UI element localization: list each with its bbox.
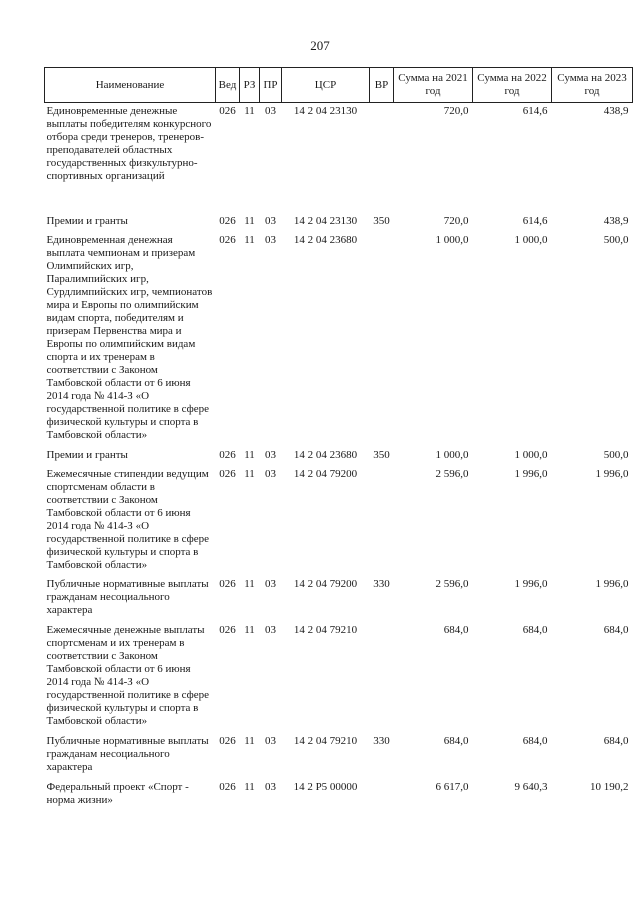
row-name: Ежемесячные денежные выплаты спортсменам и их тренерам в соответствии с Законом Тамбовской области от 6 июня 2014 года № 414-З «О государственной политике в сфере физической культуры и спорта в Тамбовской области» xyxy=(46,624,210,727)
header-sum-2022: Сумма на 2022 год xyxy=(473,68,552,103)
table-row xyxy=(45,779,633,813)
table-row xyxy=(45,466,633,576)
row-name: Публичные нормативные выплаты гражданам несоциального характера xyxy=(46,735,209,773)
row-vr: 350 xyxy=(373,449,390,461)
row-sum-2022: 1 996,0 xyxy=(514,578,548,590)
row-pr: 03 xyxy=(265,449,276,461)
row-vr xyxy=(370,232,394,447)
table-row xyxy=(45,733,633,779)
budget-table xyxy=(44,67,633,813)
page-number: 207 xyxy=(310,38,330,53)
row-sum-2023: 438,9 xyxy=(603,105,629,117)
row-ved: 026 xyxy=(219,468,236,480)
row-ved: 026 xyxy=(219,624,236,636)
row-name: Единовременная денежная выплата чемпионам и призерам Олимпийских игр, Паралимпийских игр, Сурдлимпийских игр, чемпионатов мира и Европы по олимпийским видам спорта, победителям и призерам Первенства мира и Европы по олимпийским видам спорта и их тренерам в соответствии с Законом Тамбовской области от 6 июня 2014 года № 414-З «О государственной политике в сфере физической культуры и спорта в Тамбовской области» xyxy=(46,234,213,441)
row-sum-2023: 500,0 xyxy=(603,449,629,461)
header-ved: Вед xyxy=(216,68,240,103)
row-sum-2021: 1 000,0 xyxy=(435,449,469,461)
row-sum-2022: 684,0 xyxy=(522,624,548,636)
row-sum-2023: 500,0 xyxy=(603,234,629,246)
row-csr: 14 2 04 23130 xyxy=(293,105,358,117)
row-sum-2022: 614,6 xyxy=(522,215,548,227)
row-vr xyxy=(370,779,394,813)
row-vr xyxy=(370,103,394,214)
header-rz: РЗ xyxy=(240,68,260,103)
row-csr: 14 2 04 23130 xyxy=(293,215,358,227)
row-csr: 14 2 04 23680 xyxy=(293,449,358,461)
row-name: Публичные нормативные выплаты гражданам несоциального характера xyxy=(46,578,209,616)
table-row xyxy=(45,232,633,447)
row-ved: 026 xyxy=(219,781,236,793)
row-pr: 03 xyxy=(265,468,276,480)
row-csr: 14 2 P5 00000 xyxy=(293,781,358,793)
row-pr: 03 xyxy=(265,234,276,246)
row-name: Федеральный проект «Спорт - норма жизни» xyxy=(46,781,189,806)
row-pr: 03 xyxy=(265,781,276,793)
row-sum-2021: 2 596,0 xyxy=(435,468,469,480)
row-sum-2023: 684,0 xyxy=(603,624,629,636)
row-sum-2023: 684,0 xyxy=(603,735,629,747)
row-ved: 026 xyxy=(219,578,236,590)
row-ved: 026 xyxy=(219,215,236,227)
row-rz: 11 xyxy=(244,468,255,480)
row-ved: 026 xyxy=(219,234,236,246)
row-rz: 11 xyxy=(244,234,255,246)
row-rz: 11 xyxy=(244,105,255,117)
header-vr: ВР xyxy=(370,68,394,103)
row-vr: 330 xyxy=(373,578,390,590)
row-pr: 03 xyxy=(265,578,276,590)
row-rz: 11 xyxy=(244,735,255,747)
row-csr: 14 2 04 79200 xyxy=(293,578,358,590)
table-row xyxy=(45,576,633,622)
table-row xyxy=(45,103,633,214)
row-rz: 11 xyxy=(244,624,255,636)
row-ved: 026 xyxy=(219,735,236,747)
row-pr: 03 xyxy=(265,105,276,117)
row-vr xyxy=(370,622,394,733)
row-vr: 350 xyxy=(373,215,390,227)
row-sum-2023: 10 190,2 xyxy=(590,781,629,793)
row-pr: 03 xyxy=(265,735,276,747)
row-sum-2022: 1 000,0 xyxy=(514,449,548,461)
row-rz: 11 xyxy=(244,215,255,227)
header-name: Наименование xyxy=(45,68,216,103)
header-sum-2021: Сумма на 2021 год xyxy=(394,68,473,103)
table-row xyxy=(45,447,633,466)
row-sum-2023: 438,9 xyxy=(603,215,629,227)
row-sum-2021: 684,0 xyxy=(443,624,469,636)
row-ved: 026 xyxy=(219,105,236,117)
header-sum-2023: Сумма на 2023 год xyxy=(552,68,633,103)
row-rz: 11 xyxy=(244,578,255,590)
row-csr: 14 2 04 79200 xyxy=(293,468,358,480)
row-sum-2023: 1 996,0 xyxy=(595,468,629,480)
row-sum-2022: 9 640,3 xyxy=(514,781,548,793)
header-pr: ПР xyxy=(260,68,282,103)
row-sum-2022: 1 996,0 xyxy=(514,468,548,480)
row-rz: 11 xyxy=(244,781,255,793)
row-name: Премии и гранты xyxy=(46,215,128,227)
row-ved: 026 xyxy=(219,449,236,461)
row-pr: 03 xyxy=(265,624,276,636)
row-sum-2022: 1 000,0 xyxy=(514,234,548,246)
row-name: Ежемесячные стипендии ведущим спортсменам области в соответствии с Законом Тамбовской области от 6 июня 2014 года № 414-З «О государственной политике в сфере физической культуры и спорта в Тамбовской области» xyxy=(46,468,210,571)
row-sum-2021: 1 000,0 xyxy=(435,234,469,246)
row-pr: 03 xyxy=(265,215,276,227)
row-csr: 14 2 04 79210 xyxy=(293,735,358,747)
row-sum-2021: 6 617,0 xyxy=(435,781,469,793)
header-csr: ЦСР xyxy=(282,68,370,103)
row-sum-2022: 614,6 xyxy=(522,105,548,117)
row-sum-2021: 2 596,0 xyxy=(435,578,469,590)
table-row xyxy=(45,213,633,232)
row-vr xyxy=(370,466,394,576)
table-row xyxy=(45,622,633,733)
row-csr: 14 2 04 23680 xyxy=(293,234,358,246)
row-sum-2023: 1 996,0 xyxy=(595,578,629,590)
row-rz: 11 xyxy=(244,449,255,461)
row-name: Премии и гранты xyxy=(46,449,128,461)
row-name: Единовременные денежные выплаты победителям конкурсного отбора среди тренеров, тренеров-преподавателей областных государственных физкультурно-спортивных организаций xyxy=(46,105,212,182)
row-vr: 330 xyxy=(373,735,390,747)
row-sum-2021: 720,0 xyxy=(443,215,469,227)
row-sum-2021: 684,0 xyxy=(443,735,469,747)
table-header-row xyxy=(45,68,633,103)
row-sum-2021: 720,0 xyxy=(443,105,469,117)
row-sum-2022: 684,0 xyxy=(522,735,548,747)
row-csr: 14 2 04 79210 xyxy=(293,624,358,636)
